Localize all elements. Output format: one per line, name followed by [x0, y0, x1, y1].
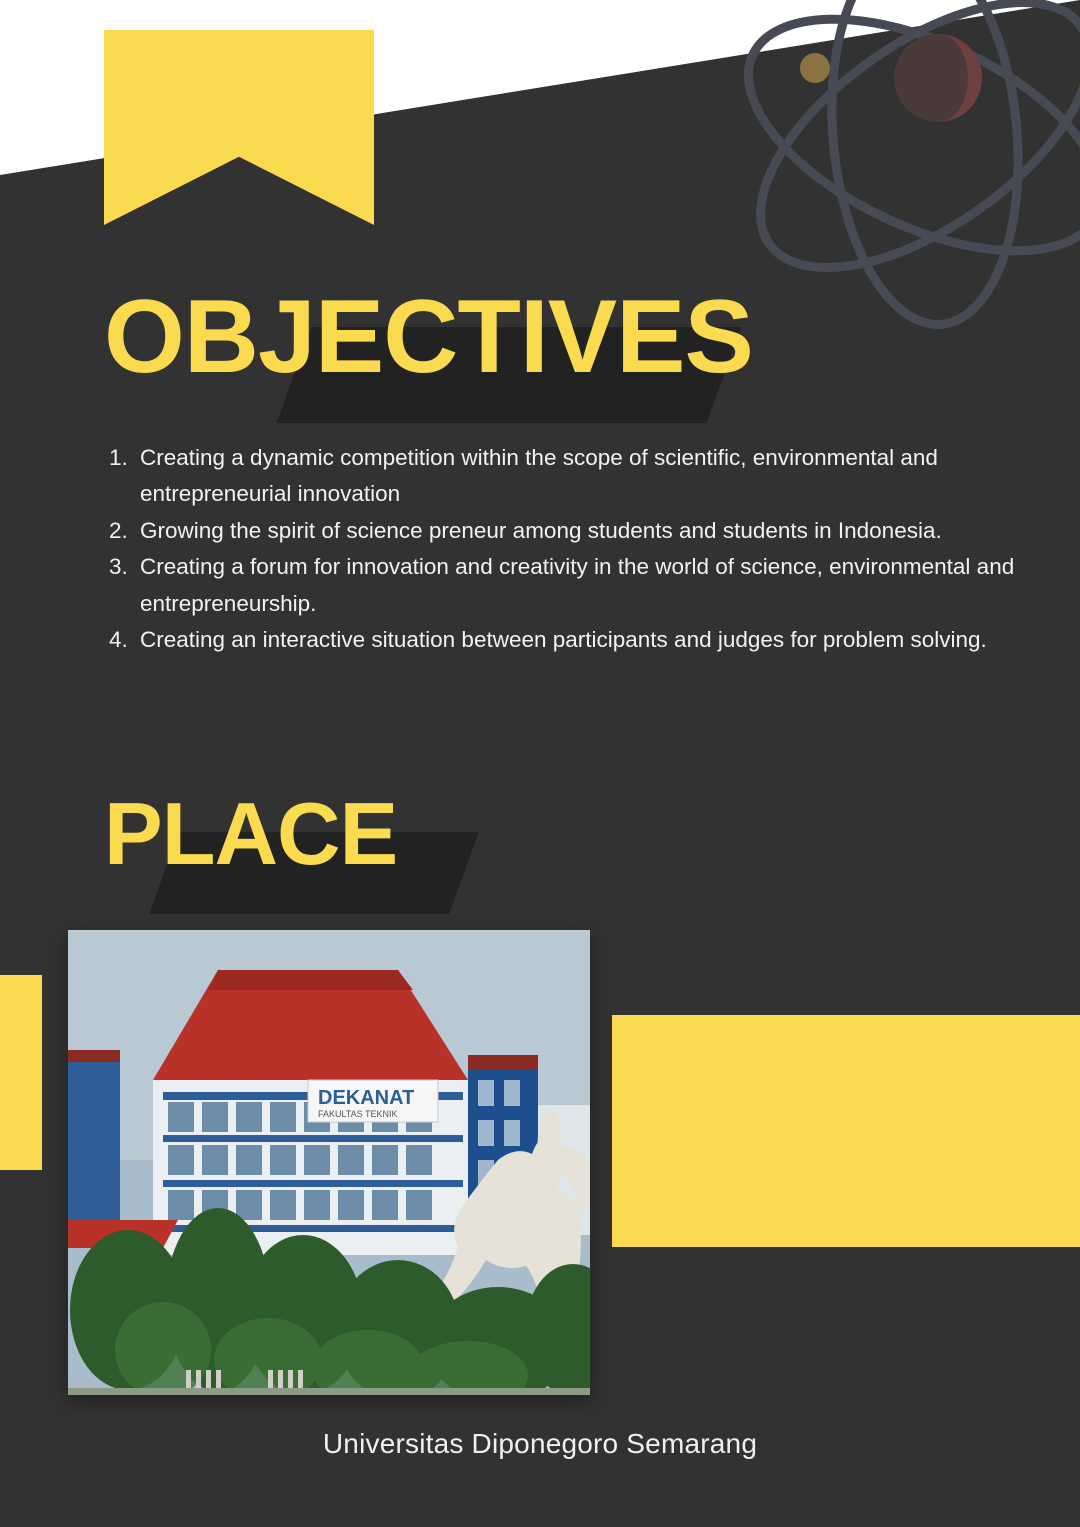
list-item: 4. Creating an interactive situation between participants and judges for problem solving. — [134, 622, 1044, 658]
place-heading — [104, 784, 398, 883]
svg-text:FAKULTAS TEKNIK: FAKULTAS TEKNIK — [318, 1109, 398, 1119]
campus-photo — [68, 930, 590, 1395]
svg-text:DEKANAT: DEKANAT — [318, 1087, 415, 1109]
list-item: 3. Creating a forum for innovation and creativity in the world of science, environmental and entrepreneurship. — [134, 549, 1044, 622]
left-yellow-tab — [0, 975, 42, 1170]
list-item: 2. Growing the spirit of science preneur among students and students in Indonesia. — [134, 513, 1044, 549]
objectives-list — [100, 440, 1044, 659]
objectives-heading — [104, 279, 753, 395]
objectives-heading-text: OBJECTIVES — [104, 279, 753, 395]
place-heading-text: PLACE — [104, 784, 398, 883]
right-yellow-block — [612, 1015, 1080, 1247]
place-caption: Universitas Diponegoro Semarang — [322, 1428, 758, 1459]
list-item: 1. Creating a dynamic competition within the scope of scientific, environmental and entrepreneurial innovation — [134, 440, 1044, 513]
